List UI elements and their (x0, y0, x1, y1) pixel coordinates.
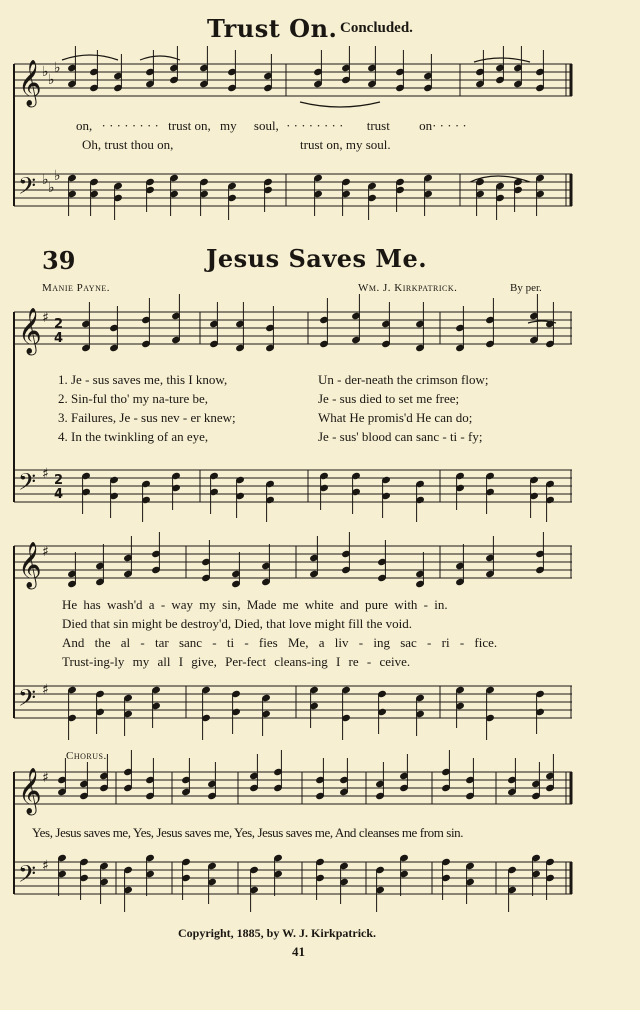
piece-title: Trust On. (207, 14, 338, 43)
lyric-word: trust (366, 118, 390, 133)
verse-1-a: 1. Je - sus saves me, this I know, (58, 372, 228, 387)
verse-1-c: He has wash'd a - way my sin, Made me white and pure with - in. (62, 597, 448, 612)
sharp-icon: ♯ (42, 682, 49, 698)
flat-icon: ♭ (54, 168, 61, 184)
sharp-icon: ♯ (42, 466, 49, 482)
lyric-word: on, (76, 118, 93, 133)
hymn-number: 39 (42, 246, 76, 275)
bass-clef-icon: 𝄢 (18, 172, 37, 205)
sharp-icon: ♯ (42, 770, 49, 786)
chorus-lyric: Yes, Jesus saves me, Yes, Jesus saves me, Yes, Jesus saves me, And cleanses me from sin. (32, 825, 464, 840)
staff-bass-1 (14, 174, 572, 206)
author-credit: Manie Payne. (42, 282, 110, 294)
copyright-notice: Copyright, 1885, by W. J. Kirkpatrick. (178, 926, 377, 940)
flat-icon: ♭ (48, 72, 55, 88)
bass-clef-icon: 𝄢 (18, 468, 37, 501)
barlines-2 (200, 312, 571, 502)
treble-clef-icon: 𝄞 (18, 542, 42, 588)
staff-treble-2 (14, 312, 572, 344)
staff-treble-4 (14, 772, 572, 804)
treble-clef-icon: 𝄞 (18, 60, 42, 106)
verse-2-b: Je - sus died to set me free; (318, 391, 460, 406)
treble-clef-icon: 𝄞 (18, 768, 42, 814)
lyric-word: trust on, (168, 118, 211, 133)
piece-subtitle: Concluded. (340, 20, 413, 36)
lyric-word: · · · · · · · · (286, 118, 344, 133)
time-sig-bottom: 4 (54, 487, 64, 502)
lyric-word: Oh, trust thou on, (82, 137, 174, 152)
lyric-word: trust on, my soul. (300, 137, 391, 152)
flat-icon: ♭ (42, 172, 49, 188)
verse-2-c: Died that sin might be destroy'd, Died, that love might fill the void. (62, 616, 413, 631)
flat-icon: ♭ (42, 64, 49, 80)
hymn-title: Jesus Saves Me. (206, 244, 428, 273)
chorus-label: Chorus. (66, 750, 107, 762)
composer-credit: Wm. J. Kirkpatrick. (358, 282, 458, 294)
barlines-3 (186, 546, 571, 718)
sharp-icon: ♯ (42, 858, 49, 874)
verse-3-a: 3. Failures, Je - sus nev - er knew; (58, 410, 236, 425)
treble-clef-icon: 𝄞 (18, 308, 42, 354)
verse-2-a: 2. Sin-ful tho' my na-ture be, (58, 391, 209, 406)
verse-4-c: Trust-ing-ly my all I give, Per-fect cleans-ing I re - ceive. (62, 654, 411, 669)
slurs (62, 55, 556, 323)
time-sig-bottom: 4 (54, 331, 64, 346)
staff-bass-4 (14, 862, 572, 894)
verse-4-b: Je - sus' blood can sanc - ti - fy; (318, 429, 483, 444)
lyric-word: soul, (253, 118, 279, 133)
bass-clef-icon: 𝄢 (18, 860, 37, 893)
time-sig-top: 2 (54, 317, 64, 332)
verse-3-c: And the al - tar sanc - ti - fies Me, a liv - ing sac - ri - fice. (62, 635, 498, 650)
permission-note: By per. (510, 282, 542, 294)
page-number: 41 (292, 944, 305, 959)
flat-icon: ♭ (54, 60, 61, 76)
lyric-word: my (220, 118, 237, 133)
verse-4-a: 4. In the twinkling of an eye, (58, 429, 209, 444)
lyric-word: on· · · · · (419, 118, 467, 133)
verse-3-b: What He promis'd He can do; (318, 410, 473, 425)
flat-icon: ♭ (48, 180, 55, 196)
sharp-icon: ♯ (42, 544, 49, 560)
bass-clef-icon: 𝄢 (18, 684, 37, 717)
verse-1-b: Un - der-neath the crimson flow; (318, 372, 489, 387)
lyric-word: · · · · · · · · (101, 118, 159, 133)
time-sig-top: 2 (54, 473, 64, 488)
lyric-line (76, 118, 467, 134)
sharp-icon: ♯ (42, 310, 49, 326)
